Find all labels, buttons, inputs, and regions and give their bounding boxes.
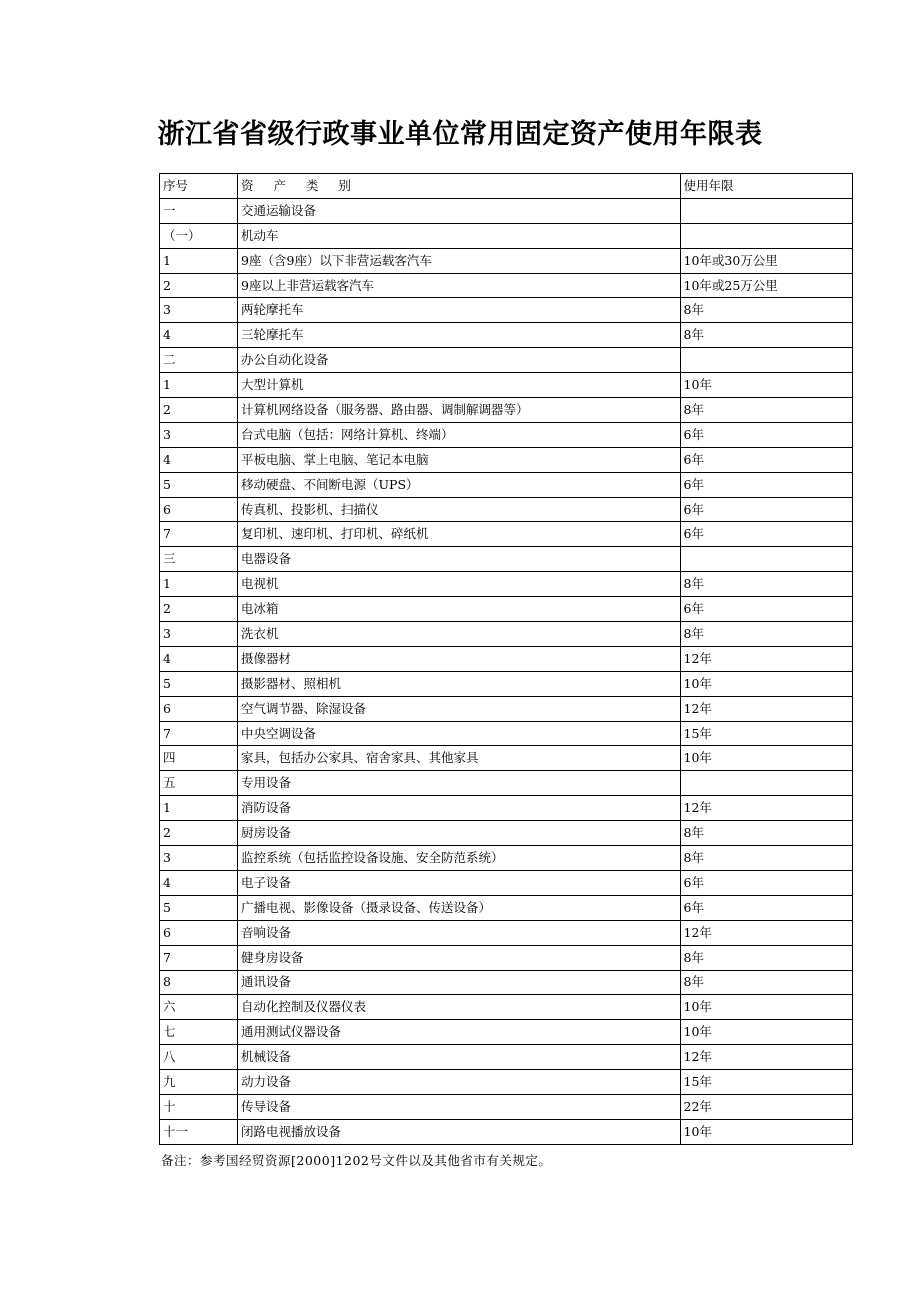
table-row — [160, 1020, 853, 1045]
service-life-cell: 10年 — [680, 746, 853, 771]
table-row — [160, 1045, 853, 1070]
table-row — [160, 572, 853, 597]
row-number-cell: 1 — [160, 248, 238, 273]
row-number-cell: 3 — [160, 422, 238, 447]
row-number-cell: 七 — [160, 1020, 238, 1045]
asset-category-cell: 摄像器材 — [238, 646, 680, 671]
service-life-cell: 15年 — [680, 721, 853, 746]
table-row — [160, 522, 853, 547]
table-row — [160, 821, 853, 846]
table-row — [160, 472, 853, 497]
row-number-cell: 1 — [160, 373, 238, 398]
asset-category-cell: 台式电脑（包括：网络计算机、终端） — [238, 422, 680, 447]
service-life-cell: 8年 — [680, 622, 853, 647]
asset-category-cell: 专用设备 — [238, 771, 680, 796]
service-life-cell: 10年 — [680, 1020, 853, 1045]
asset-category-cell: 摄影器材、照相机 — [238, 671, 680, 696]
table-row — [160, 597, 853, 622]
asset-category-cell: 传真机、投影机、扫描仪 — [238, 497, 680, 522]
row-number-cell: 2 — [160, 821, 238, 846]
service-life-cell: 6年 — [680, 597, 853, 622]
table-row — [160, 1094, 853, 1119]
header-category: 资 产 类 别 — [238, 174, 680, 199]
page-title: 浙江省省级行政事业单位常用固定资产使用年限表 — [157, 119, 763, 150]
row-number-cell: 6 — [160, 920, 238, 945]
service-life-cell — [680, 771, 853, 796]
service-life-cell: 10年或30万公里 — [680, 248, 853, 273]
row-number-cell: 7 — [160, 721, 238, 746]
service-life-cell: 6年 — [680, 422, 853, 447]
asset-category-cell: 家具，包括办公家具、宿舍家具、其他家具 — [238, 746, 680, 771]
asset-category-cell: 9座（含9座）以下非营运载客汽车 — [238, 248, 680, 273]
table-row — [160, 622, 853, 647]
service-life-cell: 6年 — [680, 870, 853, 895]
row-number-cell: 八 — [160, 1045, 238, 1070]
table-row — [160, 771, 853, 796]
asset-category-cell: 电子设备 — [238, 870, 680, 895]
asset-category-cell: 健身房设备 — [238, 945, 680, 970]
row-number-cell: 5 — [160, 895, 238, 920]
row-number-cell: 7 — [160, 522, 238, 547]
asset-category-cell: 动力设备 — [238, 1070, 680, 1095]
row-number-cell: 7 — [160, 945, 238, 970]
asset-category-cell: 传导设备 — [238, 1094, 680, 1119]
service-life-cell: 15年 — [680, 1070, 853, 1095]
row-number-cell: 3 — [160, 298, 238, 323]
row-number-cell: 九 — [160, 1070, 238, 1095]
row-number-cell: 3 — [160, 846, 238, 871]
row-number-cell: 三 — [160, 547, 238, 572]
service-life-cell: 12年 — [680, 646, 853, 671]
asset-category-cell: 电视机 — [238, 572, 680, 597]
asset-category-cell: 音响设备 — [238, 920, 680, 945]
asset-category-cell: 电器设备 — [238, 547, 680, 572]
table-row — [160, 298, 853, 323]
asset-category-cell: 通讯设备 — [238, 970, 680, 995]
service-life-cell: 22年 — [680, 1094, 853, 1119]
asset-category-cell: 洗衣机 — [238, 622, 680, 647]
table-row — [160, 895, 853, 920]
service-life-cell: 12年 — [680, 1045, 853, 1070]
service-life-cell — [680, 547, 853, 572]
service-life-cell: 8年 — [680, 846, 853, 871]
table-row — [160, 223, 853, 248]
row-number-cell: 1 — [160, 796, 238, 821]
row-number-cell: 4 — [160, 870, 238, 895]
asset-category-cell: 闭路电视播放设备 — [238, 1119, 680, 1144]
table-row — [160, 1119, 853, 1144]
asset-category-cell: 移动硬盘、不间断电源（UPS） — [238, 472, 680, 497]
row-number-cell: 3 — [160, 622, 238, 647]
row-number-cell: 4 — [160, 447, 238, 472]
header-no: 序号 — [160, 174, 238, 199]
row-number-cell: （一） — [160, 223, 238, 248]
row-number-cell: 5 — [160, 472, 238, 497]
row-number-cell: 2 — [160, 597, 238, 622]
row-number-cell: 十 — [160, 1094, 238, 1119]
table-row — [160, 273, 853, 298]
asset-category-cell: 空气调节器、除湿设备 — [238, 696, 680, 721]
service-life-cell: 6年 — [680, 472, 853, 497]
service-life-cell: 6年 — [680, 522, 853, 547]
table-row — [160, 746, 853, 771]
service-life-cell: 12年 — [680, 796, 853, 821]
table-row — [160, 945, 853, 970]
service-life-cell: 10年 — [680, 995, 853, 1020]
service-life-cell: 12年 — [680, 696, 853, 721]
service-life-cell: 8年 — [680, 945, 853, 970]
footnote: 备注：参考国经贸资源[2000]1202号文件以及其他省市有关规定。 — [161, 1153, 552, 1168]
service-life-cell: 8年 — [680, 323, 853, 348]
row-number-cell: 四 — [160, 746, 238, 771]
table-row — [160, 323, 853, 348]
row-number-cell: 1 — [160, 572, 238, 597]
service-life-cell — [680, 223, 853, 248]
service-life-cell: 10年 — [680, 373, 853, 398]
asset-category-cell: 消防设备 — [238, 796, 680, 821]
row-number-cell: 4 — [160, 323, 238, 348]
asset-category-cell: 机械设备 — [238, 1045, 680, 1070]
table-row — [160, 198, 853, 223]
row-number-cell: 五 — [160, 771, 238, 796]
table-row — [160, 248, 853, 273]
service-life-cell: 6年 — [680, 895, 853, 920]
row-number-cell: 六 — [160, 995, 238, 1020]
row-number-cell: 2 — [160, 273, 238, 298]
service-life-cell: 10年 — [680, 671, 853, 696]
row-number-cell: 2 — [160, 398, 238, 423]
asset-category-cell: 监控系统（包括监控设备设施、安全防范系统） — [238, 846, 680, 871]
table-row — [160, 1070, 853, 1095]
table-row — [160, 970, 853, 995]
table-row — [160, 547, 853, 572]
service-life-cell: 10年 — [680, 1119, 853, 1144]
row-number-cell: 一 — [160, 198, 238, 223]
row-number-cell: 十一 — [160, 1119, 238, 1144]
service-life-cell: 10年或25万公里 — [680, 273, 853, 298]
table-row — [160, 398, 853, 423]
service-life-cell: 6年 — [680, 447, 853, 472]
asset-category-cell: 厨房设备 — [238, 821, 680, 846]
table-row — [160, 796, 853, 821]
asset-category-cell: 办公自动化设备 — [238, 348, 680, 373]
service-life-cell: 8年 — [680, 298, 853, 323]
asset-category-cell: 大型计算机 — [238, 373, 680, 398]
asset-category-cell: 复印机、速印机、打印机、碎纸机 — [238, 522, 680, 547]
service-life-cell: 8年 — [680, 572, 853, 597]
service-life-cell — [680, 348, 853, 373]
table-header-row — [160, 174, 853, 199]
table-row — [160, 846, 853, 871]
asset-category-cell: 中央空调设备 — [238, 721, 680, 746]
header-life: 使用年限 — [680, 174, 853, 199]
asset-life-table — [159, 173, 853, 1145]
row-number-cell: 6 — [160, 696, 238, 721]
row-number-cell: 5 — [160, 671, 238, 696]
row-number-cell: 二 — [160, 348, 238, 373]
service-life-cell — [680, 198, 853, 223]
asset-category-cell: 自动化控制及仪器仪表 — [238, 995, 680, 1020]
table-row — [160, 373, 853, 398]
service-life-cell: 8年 — [680, 821, 853, 846]
asset-category-cell: 两轮摩托车 — [238, 298, 680, 323]
asset-category-cell: 交通运输设备 — [238, 198, 680, 223]
asset-category-cell: 三轮摩托车 — [238, 323, 680, 348]
table-row — [160, 646, 853, 671]
table-row — [160, 995, 853, 1020]
service-life-cell: 6年 — [680, 497, 853, 522]
row-number-cell: 6 — [160, 497, 238, 522]
service-life-cell: 8年 — [680, 398, 853, 423]
asset-category-cell: 通用测试仪器设备 — [238, 1020, 680, 1045]
row-number-cell: 8 — [160, 970, 238, 995]
table-row — [160, 422, 853, 447]
service-life-cell: 12年 — [680, 920, 853, 945]
table-row — [160, 497, 853, 522]
asset-category-cell: 9座以上非营运载客汽车 — [238, 273, 680, 298]
service-life-cell: 8年 — [680, 970, 853, 995]
row-number-cell: 4 — [160, 646, 238, 671]
table-row — [160, 870, 853, 895]
asset-category-cell: 电冰箱 — [238, 597, 680, 622]
asset-category-cell: 计算机网络设备（服务器、路由器、调制解调器等） — [238, 398, 680, 423]
asset-category-cell: 机动车 — [238, 223, 680, 248]
table-row — [160, 671, 853, 696]
table-row — [160, 447, 853, 472]
asset-category-cell: 平板电脑、掌上电脑、笔记本电脑 — [238, 447, 680, 472]
table-row — [160, 920, 853, 945]
table-row — [160, 348, 853, 373]
table-row — [160, 696, 853, 721]
table-row — [160, 721, 853, 746]
asset-category-cell: 广播电视、影像设备（摄录设备、传送设备） — [238, 895, 680, 920]
